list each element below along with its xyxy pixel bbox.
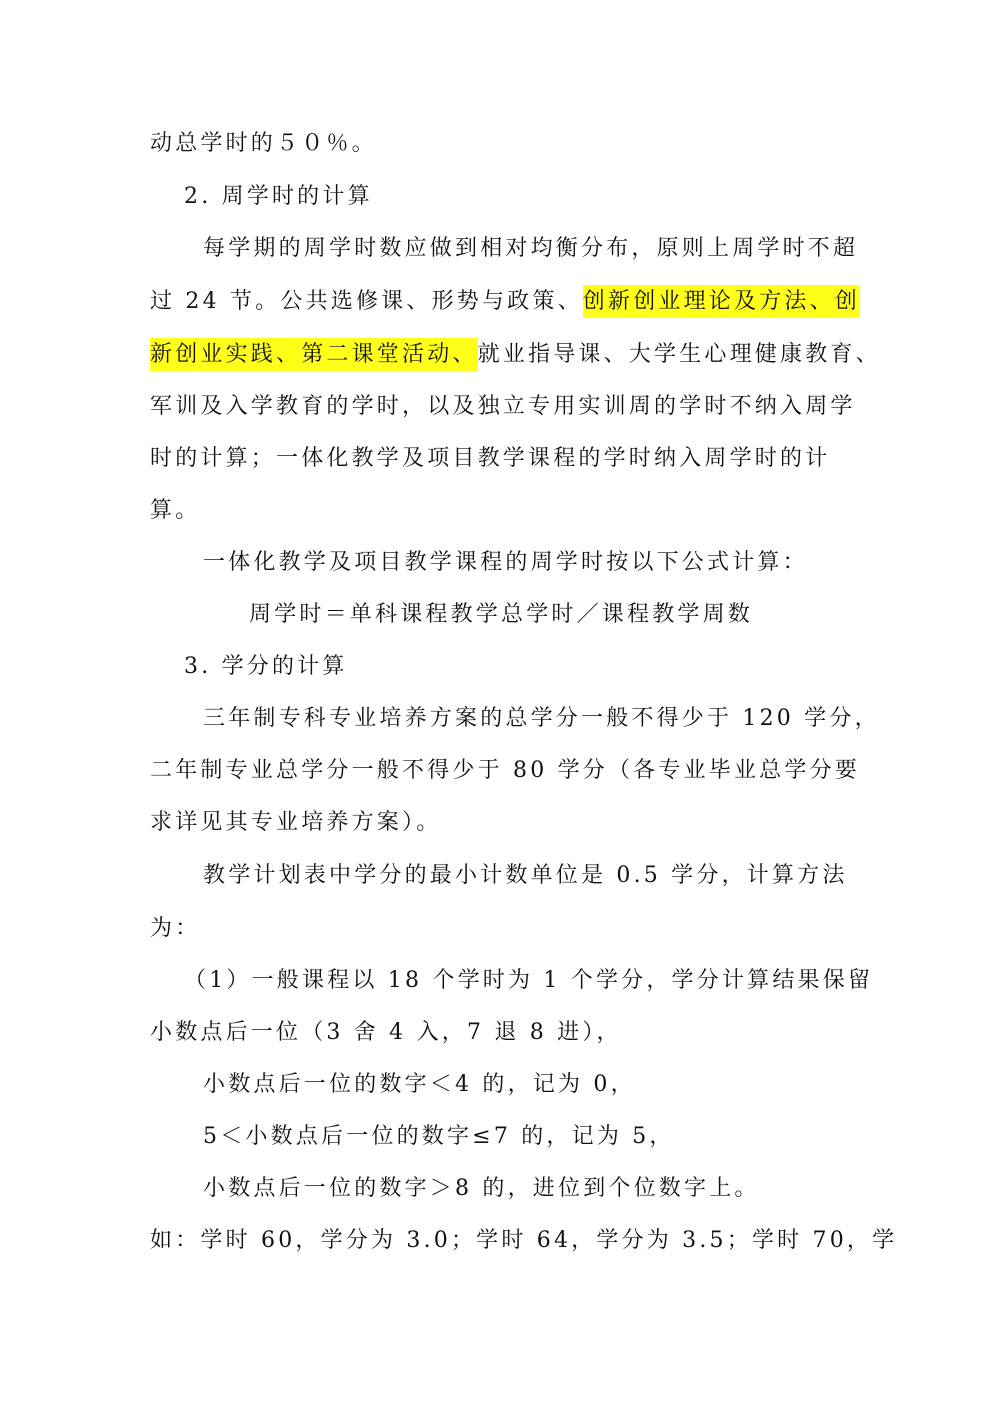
body-text-line: 为： [150,916,201,941]
rule-line: 5＜小数点后一位的数字≤7 的，记为 5， [203,1124,675,1149]
section-heading-weekly-hours: 2. 周学时的计算 [184,184,373,209]
body-text-line: （1）一般课程以 18 个学时为 1 个学分，学分计算结果保留 [184,968,874,993]
highlighted-text: 创新创业理论及方法、创 [583,285,860,318]
body-text-segment: 就业指导课、大学生心理健康教育、 [477,342,881,367]
section-heading-credits: 3. 学分的计算 [184,654,348,679]
body-text-line: 动总学时的５０％。 [150,131,377,156]
body-text-line [150,282,860,322]
body-text-line: 军训及入学教育的学时，以及独立专用实训周的学时不纳入周学 [150,394,856,419]
body-text-line: 算。 [150,498,201,523]
body-text-line: 时的计算；一体化教学及项目教学课程的学时纳入周学时的计 [150,446,831,471]
body-text-line: 每学期的周学时数应做到相对均衡分布，原则上周学时不超 [203,236,859,261]
body-text-line: 小数点后一位（3 舍 4 入，7 退 8 进）， [150,1020,622,1045]
body-text-line: 三年制专科专业培养方案的总学分一般不得少于 120 学分， [203,706,880,731]
body-text-line: 一体化教学及项目教学课程的周学时按以下公式计算： [203,550,808,575]
body-text-line: 二年制专业总学分一般不得少于 80 学分（各专业毕业总学分要 [150,758,860,783]
rule-line: 小数点后一位的数字＜4 的，记为 0， [203,1072,636,1097]
body-text-line [150,335,881,375]
body-text-line: 教学计划表中学分的最小计数单位是 0.5 学分，计算方法 [203,863,848,888]
formula-line: 周学时＝单科课程教学总学时／课程教学周数 [249,602,754,627]
highlighted-text: 新创业实践、第二课堂活动、 [150,338,478,371]
rule-line: 小数点后一位的数字＞8 的，进位到个位数字上。 [203,1176,760,1201]
body-text-segment: 过 24 节。公共选修课、形势与政策、 [150,289,583,314]
body-text-line: 求详见其专业培养方案）。 [150,810,442,835]
example-line: 如：学时 60，学分为 3.0；学时 64，学分为 3.5；学时 70，学 [150,1228,898,1253]
